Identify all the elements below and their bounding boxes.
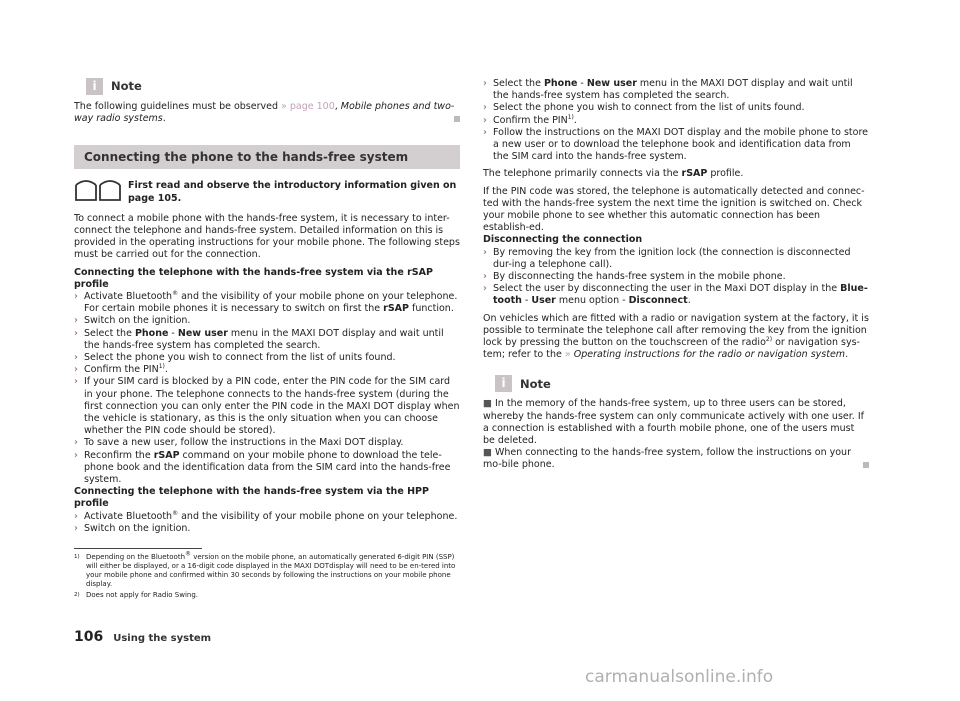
arrow-icon: › [483,271,487,283]
arrow-icon: › [483,102,487,114]
list-item: › Select the phone you wish to connect from the list of units found. [74,352,396,364]
arrow-icon: › [483,246,487,258]
list-item: › Activate Bluetooth® and the visibility of your mobile phone on your telephone. For certain mobile phones it is necessary to switch on first the rSAP function. [74,289,458,315]
list-item: › Activate Bluetooth® and the visibility of your mobile phone on your telephone. [74,509,458,522]
footnote-divider [74,548,202,549]
arrow-icon: › [74,449,78,461]
info-icon: i [86,78,103,95]
list-item: › Select the Phone - New user menu in the MAXI DOT display and wait until the hands-free system has completed the search. [74,327,444,351]
end-mark-icon [863,462,869,468]
note-title: Note [520,376,551,391]
arrow-icon: › [74,437,78,449]
note-bullet: ■ In the memory of the hands-free system, up to three users can be stored, whereby the hands-free system can only communicate actively with one user. If a connection is established with a fourth mobile phone, one of the users must be deleted. [483,398,864,447]
info-icon: i [495,375,512,392]
footnote-ref: 1) [567,113,574,121]
list-item: › Select the Phone - New user menu in the MAXI DOT display and wait until the hands-free system has completed the search. [483,78,853,102]
footnotes [74,550,460,602]
pin-stored-text: If the PIN code was stored, the telephone is automatically detected and connec-ted with the hands-free system the next time the ignition is switched on. Check your mobile phone to see whether this automatic connection has been establish-ed. [483,185,865,234]
arrow-icon: › [74,364,78,376]
arrow-icon: › [74,510,78,522]
note-header [74,78,460,95]
list-item: › By removing the key from the ignition lock (the connection is disconnected dur-ing a telephone call). [483,246,851,270]
list-item: › Switch on the ignition. [74,315,191,327]
note-title: Note [111,79,142,94]
left-column [74,78,460,535]
arrow-icon: › [483,114,487,126]
arrow-icon: › [483,126,487,138]
list-item: › By disconnecting the hands-free system in the mobile phone. [483,271,786,283]
footnote-ref: 1) [158,363,165,371]
page-link[interactable]: » page 100 [281,101,335,112]
bullet-icon: ■ [483,447,492,459]
right-column [483,78,869,472]
list-item: › Follow the instructions on the MAXI DOT display and the mobile phone to store a new user or to download the telephone book and identification data from the SIM card into the hands-free system. [483,126,869,163]
read-first-notice: First read and observe the introductory information given on page 105. [74,177,460,204]
open-book-icon [74,177,122,201]
note-text: The following guidelines must be observed » page 100, Mobile phones and two-way radio systems. [74,101,460,125]
list-item: › Switch on the ignition. [74,522,191,534]
list-item: › Confirm the PIN$^{1)}$. [74,363,168,376]
primary-profile-text: The telephone primarily connects via the rSAP profile. [483,168,744,180]
footer-section-title: Using the system [113,633,212,644]
list-item: › Confirm the PIN$^{1)}$. [483,113,577,126]
arrow-icon: › [74,352,78,364]
list-item: › To save a new user, follow the instructions in the Maxi DOT display. [74,437,404,449]
arrow-icon: › [483,283,487,295]
footnote: 2) Does not apply for Radio Swing. [74,591,198,599]
bullet-icon: ■ [483,398,492,410]
note-bullet: ■ When connecting to the hands-free system, follow the instructions on your mo-bile phone. [483,447,869,471]
list-item: › Reconfirm the rSAP command on your mobile phone to download the tele-phone book and the identification data from the SIM card into the hands-free system. [74,449,451,486]
arrow-icon: › [74,376,78,388]
hpp-heading: Connecting the telephone with the hands-free system via the HPP profile [74,486,429,510]
intro-paragraph: To connect a mobile phone with the hands-free system, it is necessary to inter-connect the telephone and hands-free system. Detailed information on this is provided in the operating instructions for your mobile phone. The following steps must be carried out for the connection. [74,212,460,261]
note-header [483,375,869,392]
footnote-ref: 2) [765,335,773,343]
section-heading: Connecting the phone to the hands-free system [74,145,460,169]
rsap-heading: Connecting the telephone with the hands-free system via the rSAP profile [74,266,433,290]
list-item: › Select the phone you wish to connect from the list of units found. [483,102,805,114]
list-item: › If your SIM card is blocked by a PIN code, enter the PIN code for the SIM card in your phone. The telephone connects to the hands-free system (during the first connection you can only enter the PIN code in the MAXI DOT display when the vehicle is stationary, as this is the only situation when you can choose whether the PIN code should be stored). [74,376,460,437]
list-item: › Select the user by disconnecting the user in the Maxi DOT display in the Blue-tooth - User menu option - Disconnect. [483,283,868,307]
arrow-icon: › [74,315,78,327]
arrow-icon: › [74,291,78,303]
footnote: 1) Depending on the Bluetooth® version on the mobile phone, an automatically generated 6-digit PIN (SSP) will either be displayed, or a 16-digit code displayed in the MAXI DOTdisplay will need to be en-tered into your mobile phone and confirmed within 30 seconds by following the instructions on your mobile phone display. [74,550,456,588]
arrow-icon: › [483,78,487,89]
page-footer [74,629,211,645]
arrow-icon: › [74,327,78,339]
page-number: 106 [74,629,104,645]
disconnect-heading: Disconnecting the connection [483,234,643,246]
end-mark-icon [454,116,460,122]
arrow-icon: › [74,522,78,534]
cross-ref-link[interactable]: » [564,349,574,361]
watermark: carmanualsonline.info [585,667,774,687]
vehicles-paragraph: On vehicles which are fitted with a radio or navigation system at the factory, it is possible to terminate the telephone call after removing the key from the ignition lock by pressing the button on the touchscreen of the radio$^{2)}$ or navigation sys-tem; refer to the » Operating instructions for the radio or navigation system. [483,312,869,361]
